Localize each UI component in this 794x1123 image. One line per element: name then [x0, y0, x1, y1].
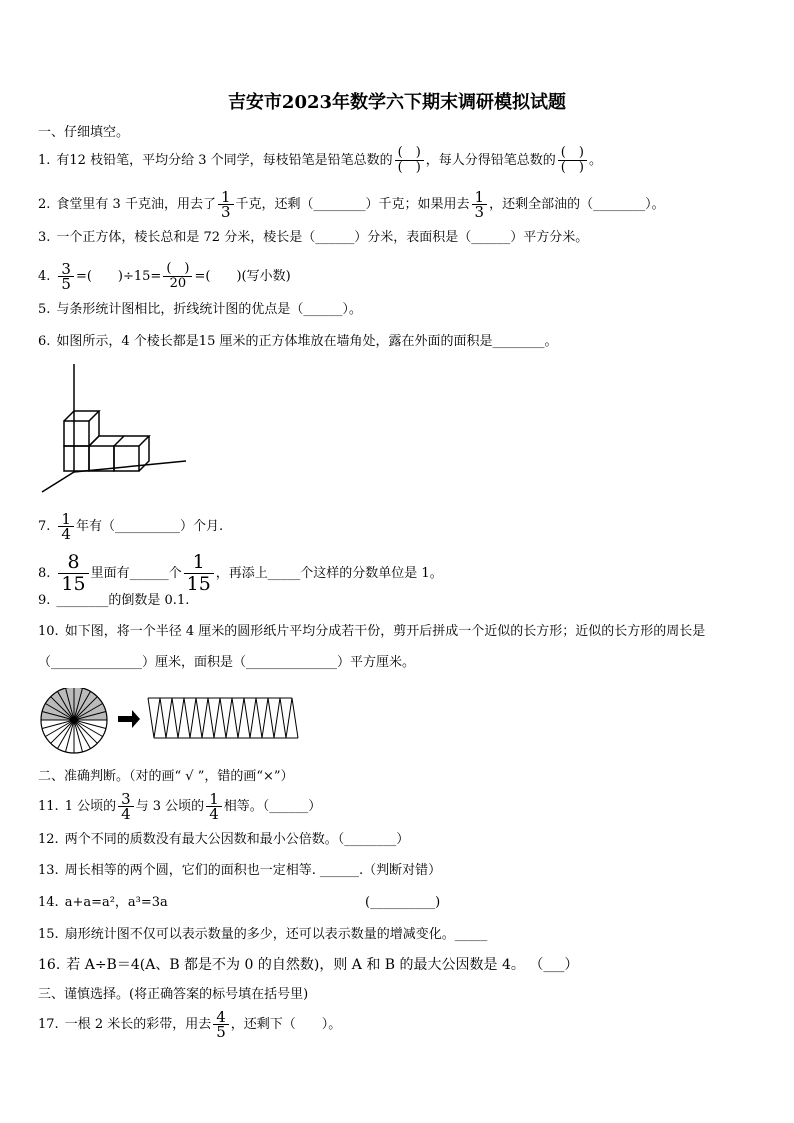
question-10-line-1: 10. 如下图，将一个半径 4 厘米的圆形纸片平均分成若干份，剪开后拼成一个近似的长方形；近似的长方形的周长是 — [38, 624, 706, 639]
fraction: $\frac{1}{3}$ — [472, 190, 488, 219]
fraction: $\frac{1}{3}$ — [218, 190, 234, 219]
question-17: 17. 一根 2 米长的彩带，用去 $\frac{4}{5}$ ，还剩下（ ）。 — [38, 1008, 342, 1041]
question-6: 6. 如图所示，4 个棱长都是15 厘米的正方体堆放在墙角处，露在外面的面积是________。 — [38, 334, 558, 349]
question-14-blank: (__________) — [365, 895, 441, 910]
fraction: $\frac{1}{4}$ — [58, 512, 74, 541]
question-9: 9. ________的倒数是 0.1. — [38, 593, 190, 608]
fraction: $\frac{1}{15}$ — [184, 552, 214, 595]
fraction: $\frac{3}{5}$ — [58, 262, 74, 291]
section-3-heading: 三、谨慎选择。(将正确答案的标号填在括号里) — [38, 987, 309, 1002]
question-1: 1. 有12 枝铅笔，平均分给 3 个同学，每枝铅笔是铅笔总数的 $\frac{( )}{( )}$ ，每人分得铅笔总数的 $\frac{( )}{( )}$ 。 — [38, 145, 602, 175]
question-11: 11. 1 公顷的 $\frac{3}{4}$ 与 3 公顷的 $\frac{1}{4}$ 相等。（______） — [38, 790, 322, 823]
question-5: 5. 与条形统计图相比，折线统计图的优点是（______）。 — [38, 302, 362, 317]
question-3: 3. 一个正方体，棱长总和是 72 分米，棱长是（______）分米，表面积是（______）平方分米。 — [38, 230, 589, 245]
question-15: 15. 扇形统计图不仅可以表示数量的多少，还可以表示数量的增减变化。_____ — [38, 927, 488, 942]
section-2-heading: 二、准确判断。（对的画“ √ ”，错的画“×”） — [38, 769, 294, 784]
question-12: 12. 两个不同的质数没有最大公因数和最小公倍数。（________） — [38, 832, 410, 847]
question-16: 16. 若 A÷B＝4(A、B 都是不为 0 的自然数)，则 A 和 B 的最大公因数是 4。 （___） — [38, 957, 579, 973]
question-8: 8. $\frac{8}{15}$ 里面有______个 $\frac{1}{15}$ ，再添上_____个这样的分数单位是 1。 — [38, 551, 443, 595]
question-4: 4. $\frac{3}{5}$ =( )÷15= $\frac{( )}{20}$ =( )(写小数) — [38, 260, 291, 293]
fraction: $\frac{( )}{20}$ — [163, 262, 192, 291]
question-2: 2. 食堂里有 3 千克油，用去了 $\frac{1}{3}$ 千克，还剩（________）千克；如果用去 $\frac{1}{3}$ ，还剩全部油的（________）。 — [38, 188, 665, 221]
question-7: 7. $\frac{1}{4}$ 年有（__________）个月. — [38, 510, 224, 543]
fraction: $\frac{3}{4}$ — [118, 792, 134, 821]
fraction: $\frac{4}{5}$ — [213, 1010, 229, 1039]
question-10-line-2: （______________）厘米，面积是（______________）平方厘米。 — [38, 655, 416, 670]
fraction: $\frac{( )}{( )}$ — [558, 146, 587, 175]
cube-corner-figure — [38, 362, 190, 494]
question-13: 13. 周长相等的两个圆，它们的面积也一定相等. ______.（判断对错） — [38, 863, 442, 878]
fraction: $\frac{( )}{( )}$ — [395, 146, 424, 175]
circle-to-rectangle-figure — [38, 688, 310, 756]
fraction: $\frac{1}{4}$ — [206, 792, 222, 821]
fraction: $\frac{8}{15}$ — [58, 552, 88, 595]
page-title: 吉安市2023年数学六下期末调研模拟试题 — [227, 92, 567, 113]
arrow-right-icon — [118, 710, 140, 728]
question-14: 14. a+a=a²，a³=3a — [38, 895, 168, 910]
section-1-heading: 一、仔细填空。 — [38, 125, 130, 140]
